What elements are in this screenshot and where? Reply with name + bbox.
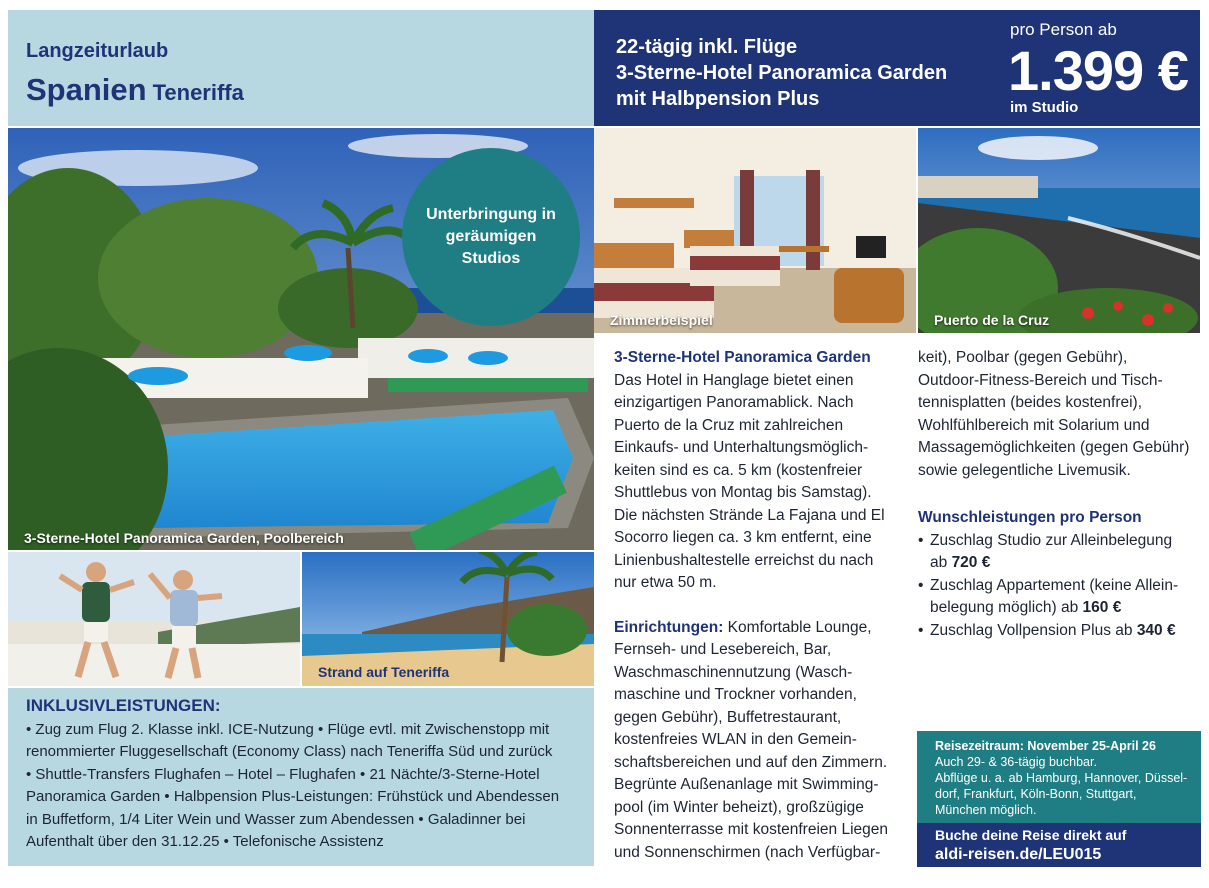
beach-photo: [302, 552, 594, 686]
room-photo: [594, 128, 916, 333]
hotel-line: Socorro liegen ca. 3 km entfernt, eine: [614, 529, 872, 546]
hotel-description: [614, 347, 906, 864]
offer-line: 3-Sterne-Hotel Panoramica Garden: [616, 62, 948, 84]
destination-region: Teneriffa: [152, 80, 244, 105]
studio-badge: Unterbringung in geräumigen Studios: [402, 148, 580, 326]
hotel-line: Shuttlebus von Montag bis Samstag).: [614, 484, 872, 501]
extras-item-text: Zuschlag Studio zur Alleinbelegung: [930, 531, 1173, 549]
info-line: dorf, Frankfurt, Köln-Bonn, Stuttgart,: [935, 787, 1137, 801]
destination-title: [26, 72, 244, 108]
hotel-line: keiten sind es ca. 5 km (kostenfreier: [614, 461, 863, 479]
facilities-line: Sonnenterrasse mit kostenfreien Liegen: [614, 821, 888, 838]
pool-caption: 3-Sterne-Hotel Panoramica Garden, Poolbereich: [24, 530, 344, 546]
extras-item-price: 160 €: [1082, 599, 1122, 616]
facilities-line: tennisplatten (beides kostenfrei),: [918, 394, 1143, 411]
beach-caption: Strand auf Teneriffa: [318, 664, 450, 680]
inclusive-services: [8, 688, 594, 866]
facilities-line: und Sonnenschirmen (nach Verfügbar-: [614, 843, 881, 861]
inclusive-line: renommierter Fluggesellschaft (Economy Class) nach Teneriffa Süd und zurück: [26, 743, 553, 761]
booking-cta-text: Buche deine Reise direkt auf: [935, 827, 1127, 843]
price-suffix: im Studio: [1010, 99, 1079, 116]
extras-item: [918, 620, 1200, 643]
couple-photo: [8, 552, 300, 686]
facilities-line: Waschmaschinennutzung (Wasch-: [614, 663, 853, 681]
hotel-line: nur etwa 50 m.: [614, 574, 717, 591]
inclusive-title: INKLUSIVLEISTUNGEN:: [26, 696, 221, 715]
header-left: [8, 10, 594, 126]
header-right: [594, 10, 1200, 126]
booking-cta: [917, 823, 1201, 867]
hotel-line: Linienbushaltestelle erreichst du nach: [614, 551, 874, 569]
inclusive-line: • Zug zum Flug 2. Klasse inkl. ICE-Nutzung • Flüge evtl. mit Zwischenstopp mit: [26, 721, 550, 738]
extras-item-text: Zuschlag Appartement (keine Allein-: [930, 576, 1179, 594]
offer-line: 22-tägig inkl. Flüge: [616, 36, 798, 58]
facilities-line: Massagemöglichkeiten (gegen Gebühr): [918, 439, 1190, 456]
extras-item-price: 720 €: [951, 554, 991, 571]
facilities-line: Wohlfühlbereich mit Solarium und: [918, 416, 1150, 434]
facilities-line: sowie gelegentliche Livemusik.: [918, 461, 1131, 479]
extras-item-price: 340 €: [1136, 621, 1176, 639]
travel-period: Reisezeitraum: November 25-April 26: [935, 739, 1156, 753]
offer-line: mit Halbpension Plus: [616, 88, 820, 110]
inclusive-line: • Shuttle-Transfers Flughafen – Hotel – Flughafen • 21 Nächte/3-Sterne-Hotel: [26, 765, 540, 783]
facilities-first-line: [614, 617, 906, 640]
extras-item-text: belegung möglich) ab: [930, 599, 1079, 616]
hotel-line: Die nächsten Strände La Fajana und El: [614, 506, 885, 524]
info-line: Abflüge u. a. ab Hamburg, Hannover, Düssel-: [935, 771, 1188, 785]
hotel-line: einzigartigen Panoramablick. Nach: [614, 394, 854, 411]
facilities-line: kostenfreies WLAN in den Gemein-: [614, 731, 857, 748]
facilities-line: keit), Poolbar (gegen Gebühr),: [918, 349, 1128, 366]
facilities-line: Begrünte Außenanlage mit Swimming-: [614, 776, 879, 793]
kicker: Langzeiturlaub: [26, 40, 169, 62]
facilities-label: Einrichtungen:: [614, 618, 724, 636]
extras-item: [918, 530, 1200, 575]
travel-info-box: [917, 731, 1201, 867]
hotel-line: Puerto de la Cruz mit zahlreichen: [614, 416, 844, 434]
facilities-line: Fernseh- und Lesebereich, Bar,: [614, 641, 832, 658]
hotel-line: Das Hotel in Hanglage bietet einen: [614, 371, 854, 389]
facilities-line: schaftsbereichen und auf den Zimmern.: [614, 753, 888, 771]
extras-item-text: ab: [930, 554, 948, 571]
room-caption: Zimmerbeispiel: [610, 312, 713, 328]
facilities-line: gegen Gebühr), Buffetrestaurant,: [614, 708, 842, 726]
town-caption: Puerto de la Cruz: [934, 312, 1050, 328]
info-line: München möglich.: [935, 803, 1037, 817]
inclusive-line: in Buffetform, 1/4 Liter Wein und Wasser zum Abendessen • Galadinner bei: [26, 810, 526, 828]
extras-item: [918, 575, 1200, 620]
price: 1.399 €: [1008, 39, 1188, 102]
hotel-title: 3-Sterne-Hotel Panoramica Garden: [614, 349, 871, 366]
info-line: Auch 29- & 36-tägig buchbar.: [935, 755, 1097, 769]
facilities-line: pool (im Winter beheizt), großzügige: [614, 798, 864, 816]
inclusive-line: Aufenthalt über den 31.12.25 • Telefonische Assistenz: [26, 833, 384, 851]
offer-summary: [616, 34, 947, 112]
facilities-line: maschine und Trockner vorhanden,: [614, 686, 857, 703]
facilities-text: Komfortable Lounge,: [727, 618, 872, 636]
extras-list: [918, 530, 1200, 643]
extras-title: Wunschleistungen pro Person: [918, 509, 1142, 526]
price-prefix: pro Person ab: [1010, 20, 1117, 39]
booking-link[interactable]: aldi-reisen.de/LEU015: [935, 846, 1102, 863]
destination-country: Spanien: [26, 72, 147, 107]
facilities-line: Outdoor-Fitness-Bereich und Tisch-: [918, 371, 1163, 389]
inclusive-line: Panoramica Garden • Halbpension Plus-Leistungen: Frühstück und Abendessen: [26, 788, 560, 806]
town-photo: [918, 128, 1200, 333]
inclusive-list: [26, 719, 584, 853]
extras-item-text: Zuschlag Vollpension Plus ab: [930, 621, 1133, 639]
hotel-line: Einkaufs- und Unterhaltungsmöglich-: [614, 439, 869, 456]
facilities-continued: [918, 347, 1200, 642]
